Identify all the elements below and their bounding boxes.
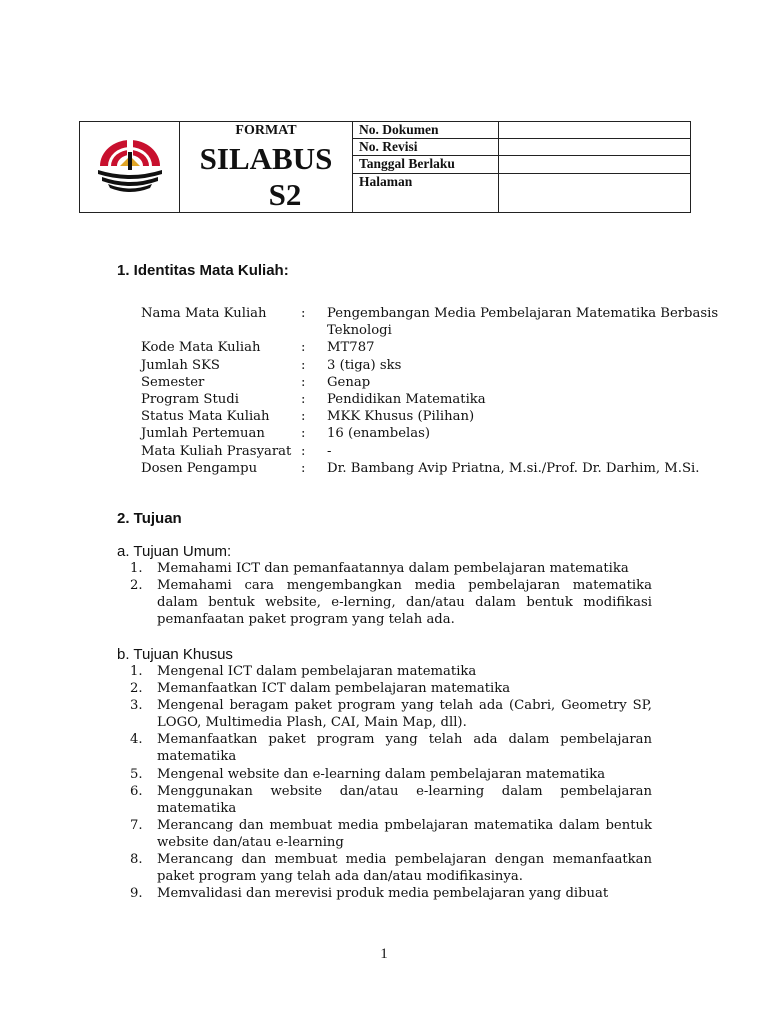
meta-label: Tanggal Berlaku <box>353 156 499 173</box>
identity-value: MT787 <box>327 340 375 356</box>
identity-value: Dr. Bambang Avip Priatna, M.si./Prof. Dr. Darhim, M.Si. <box>327 460 700 476</box>
list-item <box>130 560 652 577</box>
identity-value: - <box>327 443 332 459</box>
identity-row <box>141 374 721 391</box>
tujuan-khusus-list <box>130 663 652 902</box>
identity-colon: : <box>301 426 306 442</box>
identity-colon: : <box>301 306 306 321</box>
identity-row <box>141 305 721 339</box>
identity-value: 16 (enambelas) <box>327 426 431 442</box>
list-item-number: 2. <box>130 681 143 697</box>
meta-label: No. Dokumen <box>353 122 499 138</box>
identity-row <box>141 391 721 408</box>
section-heading-identitas: 1. Identitas Mata Kuliah: <box>117 262 289 279</box>
list-item-number: 8. <box>130 852 143 868</box>
subheading-tujuan-umum: a. Tujuan Umum: <box>117 543 232 560</box>
identity-row <box>141 460 721 477</box>
meta-row-no-dokumen <box>353 122 690 139</box>
list-item <box>130 766 652 783</box>
identity-value: Pengembangan Media Pembelajaran Matematika Berbasis Teknologi <box>327 306 719 339</box>
document-title: SILABUS <box>199 141 333 176</box>
list-item-text: Memanfaatkan ICT dalam pembelajaran matematika <box>157 681 511 697</box>
identity-list <box>141 305 721 477</box>
meta-value <box>500 174 690 212</box>
list-item-text: Mengenal website dan e-learning dalam pembelajaran matematika <box>157 766 606 782</box>
list-item-text: Memvalidasi dan merevisi produk media pembelajaran yang dibuat <box>157 886 609 902</box>
identity-value: Genap <box>327 374 371 390</box>
identity-colon: : <box>301 357 306 373</box>
identity-row <box>141 425 721 442</box>
identity-value: Pendidikan Matematika <box>327 392 486 408</box>
identity-value: 3 (tiga) sks <box>327 357 402 373</box>
list-item <box>130 885 652 902</box>
list-item <box>130 680 652 697</box>
document-meta-table <box>353 122 690 212</box>
identity-colon: : <box>301 409 306 425</box>
meta-row-no-revisi <box>353 139 690 156</box>
identity-label: Jumlah Pertemuan <box>141 426 265 442</box>
list-item-text: Merancang dan membuat media pembelajaran dengan memanfaatkan paket program yang telah ada dan/atau modifikasinya. <box>157 852 652 885</box>
list-item-number: 5. <box>130 766 143 782</box>
list-item-text: Memahami ICT dan pemanfaatannya dalam pembelajaran matematika <box>157 561 629 576</box>
meta-label: No. Revisi <box>353 139 499 155</box>
identity-colon: : <box>301 374 306 390</box>
list-item-text: Menggunakan website dan/atau e-learning dalam pembelajaran matematika <box>157 783 652 816</box>
identity-colon: : <box>301 340 306 356</box>
identity-colon: : <box>301 392 306 408</box>
list-item-number: 4. <box>130 732 143 748</box>
subheading-tujuan-khusus: b. Tujuan Khusus <box>117 646 233 663</box>
identity-label: Status Mata Kuliah <box>141 409 270 425</box>
meta-value <box>500 139 690 155</box>
title-cell <box>180 122 353 212</box>
identity-label: Semester <box>141 374 205 390</box>
list-item-text: Memanfaatkan paket program yang telah ada dalam pembelajaran matematika <box>157 732 652 765</box>
identity-label: Mata Kuliah Prasyarat <box>141 443 292 459</box>
format-label: FORMAT <box>235 123 297 138</box>
list-item <box>130 577 652 628</box>
list-item-text: Memahami cara mengembangkan media pembelajaran matematika dalam bentuk website, e-lerning, dan/atau dalam bentuk modifikasi pemanfaatan paket program yang telah ada. <box>157 578 652 628</box>
identity-label: Program Studi <box>141 392 239 408</box>
list-item-text: Mengenal beragam paket program yang telah ada (Cabri, Geometry SP, LOGO, Multimedia Plash, CAI, Main Map, dll). <box>157 698 652 731</box>
identity-label: Jumlah SKS <box>141 357 220 373</box>
list-item <box>130 663 652 680</box>
list-item-number: 1. <box>130 561 143 576</box>
identity-colon: : <box>301 460 306 476</box>
meta-label: Halaman <box>353 174 499 212</box>
identity-row <box>141 408 721 425</box>
list-item-text: Mengenal ICT dalam pembelajaran matematika <box>157 664 477 679</box>
list-item <box>130 817 652 851</box>
identity-value: MKK Khusus (Pilihan) <box>327 409 475 425</box>
meta-row-tanggal-berlaku <box>353 156 690 174</box>
identity-label: Kode Mata Kuliah <box>141 340 261 356</box>
identity-colon: : <box>301 443 306 459</box>
identity-row <box>141 339 721 356</box>
list-item-number: 9. <box>130 886 143 902</box>
page-number: 1 <box>380 946 388 962</box>
identity-label: Dosen Pengampu <box>141 460 258 476</box>
identity-row <box>141 357 721 374</box>
tujuan-umum-list <box>130 560 652 628</box>
document-subtitle: S2 <box>268 177 302 212</box>
list-item <box>130 851 652 885</box>
document-header-table <box>79 121 691 213</box>
upi-logo-icon <box>94 134 166 198</box>
identity-label: Nama Mata Kuliah <box>141 306 267 321</box>
meta-row-halaman <box>353 174 690 212</box>
list-item <box>130 783 652 817</box>
list-item-number: 2. <box>130 578 143 594</box>
list-item-text: Merancang dan membuat media pmbelajaran matematika dalam bentuk website dan/atau e-learning <box>157 817 652 850</box>
list-item-number: 7. <box>130 817 143 833</box>
section-heading-tujuan: 2. Tujuan <box>117 510 182 527</box>
list-item-number: 3. <box>130 698 143 714</box>
list-item <box>130 731 652 765</box>
meta-value <box>500 156 690 173</box>
meta-value <box>500 122 690 138</box>
logo-cell <box>80 122 180 212</box>
list-item-number: 6. <box>130 783 143 799</box>
list-item <box>130 697 652 731</box>
identity-row <box>141 443 721 460</box>
list-item-number: 1. <box>130 664 143 679</box>
